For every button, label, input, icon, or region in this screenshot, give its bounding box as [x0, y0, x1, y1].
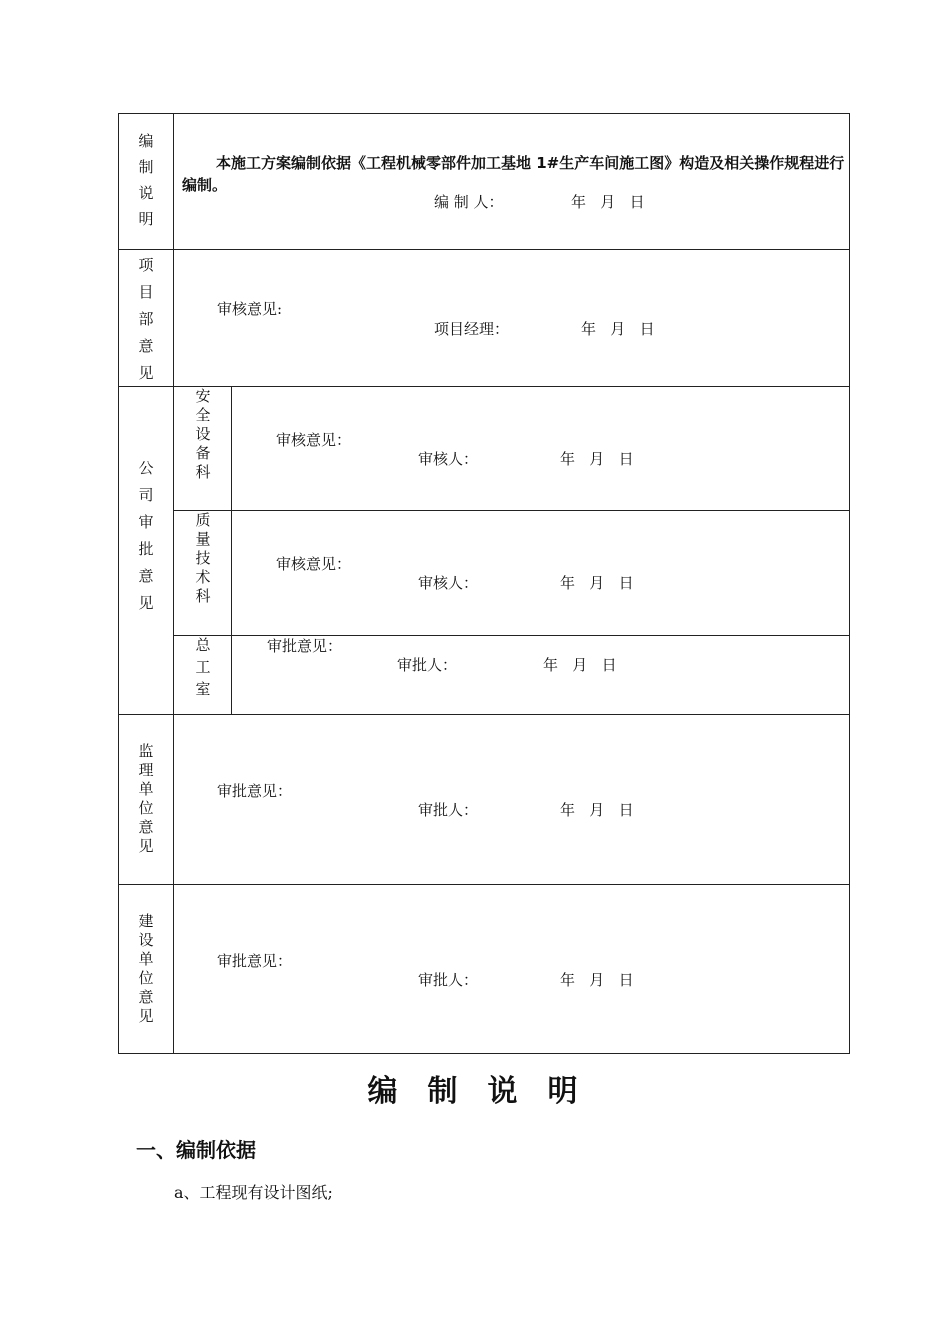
label-char: 设: [138, 931, 154, 949]
construction-signer: 审批人：: [418, 971, 479, 989]
label-char: 安: [195, 387, 211, 405]
document-title: 编制说明: [367, 1074, 608, 1109]
label-char: 意: [138, 988, 154, 1006]
sub-label-safety: [193, 389, 213, 480]
table-divider: [118, 249, 850, 250]
chief-signer: 审批人：: [397, 656, 458, 674]
quality-date: 年 月 日: [560, 574, 634, 592]
table-divider: [173, 113, 174, 1054]
supervision-signer: 审批人：: [418, 801, 479, 819]
label-char: 工: [195, 658, 211, 676]
label-char: 审: [138, 513, 154, 531]
safety-signer: 审核人：: [418, 450, 479, 468]
label-char: 意: [138, 818, 154, 836]
label-char: 单: [138, 950, 154, 968]
label-char: 建: [138, 912, 154, 930]
label-char: 备: [195, 444, 211, 462]
chief-date: 年 月 日: [543, 656, 617, 674]
row-label-company: [136, 461, 156, 611]
label-char: 意: [138, 567, 154, 585]
list-item: a、工程现有设计图纸;: [174, 1183, 333, 1202]
row-label-construction: [136, 914, 156, 1024]
supervision-opinion: 审批意见：: [217, 782, 293, 800]
label-char: 质: [195, 511, 211, 529]
label-char: 说: [138, 184, 154, 202]
label-char: 部: [138, 310, 154, 328]
project-date: 年 月 日: [581, 320, 655, 338]
section-heading: 一、编制依据: [136, 1138, 256, 1162]
quality-opinion: 审核意见：: [276, 555, 352, 573]
label-char: 见: [138, 1007, 154, 1025]
label-char: 目: [138, 283, 154, 301]
label-char: 见: [138, 837, 154, 855]
label-char: 总: [195, 636, 211, 654]
label-char: 制: [138, 158, 154, 176]
label-char: 单: [138, 780, 154, 798]
label-char: 技: [195, 549, 211, 567]
label-char: 公: [138, 459, 154, 477]
label-char: 司: [138, 486, 154, 504]
safety-opinion: 审核意见：: [276, 431, 352, 449]
construction-opinion: 审批意见：: [217, 952, 293, 970]
quality-signer: 审核人：: [418, 574, 479, 592]
label-char: 设: [195, 425, 211, 443]
row-label-supervision: [136, 744, 156, 854]
label-char: 编: [138, 132, 154, 150]
label-char: 批: [138, 540, 154, 558]
table-divider: [173, 635, 850, 636]
label-char: 意: [138, 337, 154, 355]
sub-label-quality: [193, 513, 213, 604]
table-divider: [118, 386, 850, 387]
chief-opinion: 审批意见：: [267, 637, 343, 655]
label-char: 科: [195, 587, 211, 605]
compile-signer: 编 制 人：: [434, 193, 504, 211]
label-char: 位: [138, 799, 154, 817]
label-char: 监: [138, 742, 154, 760]
table-divider: [118, 884, 850, 885]
row-label-project: [136, 258, 156, 381]
supervision-date: 年 月 日: [560, 801, 634, 819]
approval-table: [118, 113, 850, 1054]
label-char: 术: [195, 568, 211, 586]
table-divider: [231, 386, 232, 714]
label-char: 科: [195, 463, 211, 481]
label-char: 位: [138, 969, 154, 987]
table-divider: [173, 510, 850, 511]
row-label-compile: [136, 134, 156, 227]
label-char: 明: [138, 210, 154, 228]
project-signer: 项目经理：: [434, 320, 510, 338]
safety-date: 年 月 日: [560, 450, 634, 468]
table-divider: [118, 714, 850, 715]
label-char: 室: [195, 680, 211, 698]
label-char: 理: [138, 761, 154, 779]
compile-description: 本施工方案编制依据《工程机械零部件加工基地 1#生产车间施工图》构造及相关操作规程进行编制。: [182, 154, 845, 194]
label-char: 见: [138, 364, 154, 382]
label-char: 全: [195, 406, 211, 424]
label-char: 量: [195, 530, 211, 548]
label-char: 见: [138, 594, 154, 612]
construction-date: 年 月 日: [560, 971, 634, 989]
compile-date: 年 月 日: [571, 193, 645, 211]
project-opinion: 审核意见:: [217, 300, 283, 318]
label-char: 项: [138, 256, 154, 274]
sub-label-chief: [193, 638, 213, 697]
